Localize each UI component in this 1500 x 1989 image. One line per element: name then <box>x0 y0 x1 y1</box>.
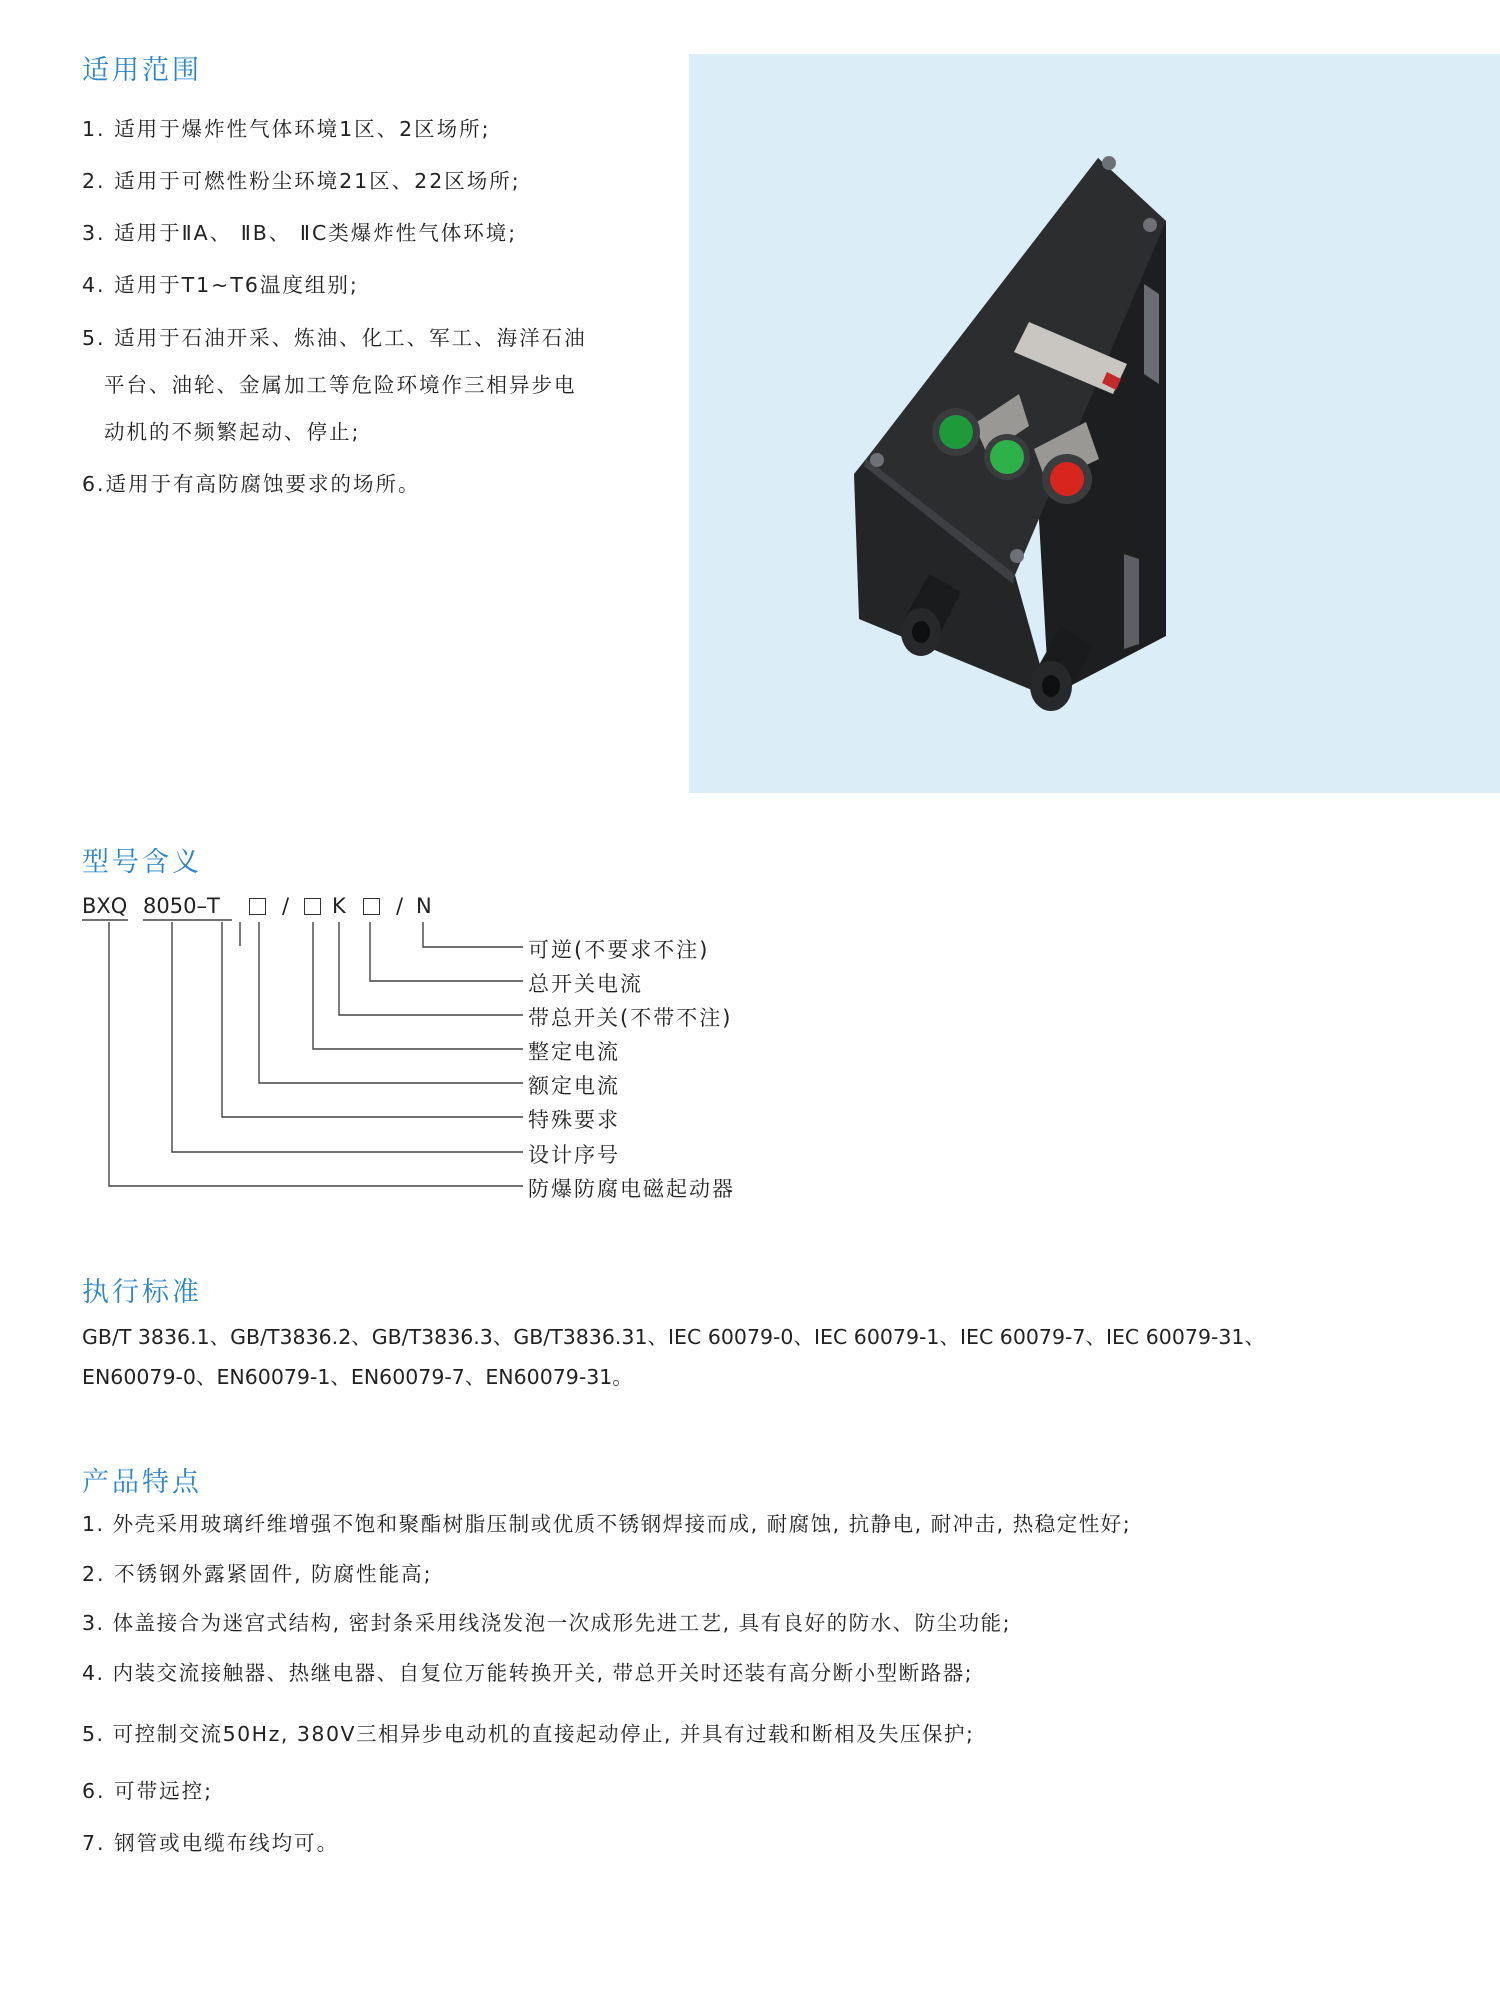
model-legend-item: 防爆防腐电磁起动器 <box>528 1177 735 1201</box>
scope-item: 2. 适用于可燃性粉尘环境21区、22区场所; <box>82 169 521 193</box>
scope-heading: 适用范围 <box>82 55 202 86</box>
placeholder-box-main-switch-current <box>363 898 380 915</box>
placeholder-box-rated-current <box>249 898 266 915</box>
feature-item: 2. 不锈钢外露紧固件, 防腐性能高; <box>82 1562 433 1586</box>
model-legend-item: 带总开关(不带不注) <box>528 1006 733 1030</box>
model-legend-item: 可逆(不要求不注) <box>528 938 710 962</box>
model-legend-item: 特殊要求 <box>528 1108 620 1132</box>
model-heading: 型号含义 <box>82 847 202 878</box>
scope-item: 1. 适用于爆炸性气体环境1区、2区场所; <box>82 117 491 141</box>
model-code-n: N <box>416 894 432 918</box>
model-code-prefix: BXQ <box>82 894 128 918</box>
scope-item-continued: 平台、油轮、金属加工等危险环境作三相异步电 <box>104 373 577 397</box>
scope-item-continued: 动机的不频繁起动、停止; <box>104 420 361 444</box>
scope-item: 3. 适用于ⅡA、 ⅡB、 ⅡC类爆炸性气体环境; <box>82 221 518 245</box>
feature-item: 6. 可带远控; <box>82 1779 213 1803</box>
standards-heading: 执行标准 <box>82 1277 202 1308</box>
product-photo-panel <box>689 54 1500 793</box>
feature-item: 5. 可控制交流50Hz, 380V三相异步电动机的直接起动停止, 并具有过载和断相及失压保护; <box>82 1722 975 1746</box>
standards-line: EN60079-0、EN60079-1、EN60079-7、EN60079-31。 <box>82 1365 633 1389</box>
model-code-series: 8050–T <box>143 894 220 918</box>
model-legend-item: 整定电流 <box>528 1040 620 1064</box>
explosion-proof-starter-image <box>689 54 1500 793</box>
model-legend-item: 设计序号 <box>528 1143 620 1167</box>
scope-item: 5. 适用于石油开采、炼油、化工、军工、海洋石油 <box>82 326 587 350</box>
model-code-slash: / <box>396 894 404 918</box>
feature-item: 4. 内装交流接触器、热继电器、自复位万能转换开关, 带总开关时还装有高分断小型断路器; <box>82 1661 974 1685</box>
placeholder-box-setting-current <box>304 898 321 915</box>
feature-item: 7. 钢管或电缆布线均可。 <box>82 1831 340 1855</box>
feature-item: 3. 体盖接合为迷宫式结构, 密封条采用线浇发泡一次成形先进工艺, 具有良好的防水、防尘功能; <box>82 1611 1012 1635</box>
model-legend-item: 额定电流 <box>528 1074 620 1098</box>
standards-line: GB/T 3836.1、GB/T3836.2、GB/T3836.3、GB/T3836.31、IEC 60079-0、IEC 60079-1、IEC 60079-7、IEC 60079-31、 <box>82 1325 1265 1349</box>
model-legend-item: 总开关电流 <box>528 972 643 996</box>
scope-item: 4. 适用于T1~T6温度组别; <box>82 273 359 297</box>
model-code-k: K <box>332 894 346 918</box>
features-heading: 产品特点 <box>82 1467 202 1498</box>
scope-item: 6.适用于有高防腐蚀要求的场所。 <box>82 472 421 496</box>
feature-item: 1. 外壳采用玻璃纤维增强不饱和聚酯树脂压制或优质不锈钢焊接而成, 耐腐蚀, 抗静电, 耐冲击, 热稳定性好; <box>82 1512 1132 1536</box>
model-code-slash: / <box>282 894 290 918</box>
